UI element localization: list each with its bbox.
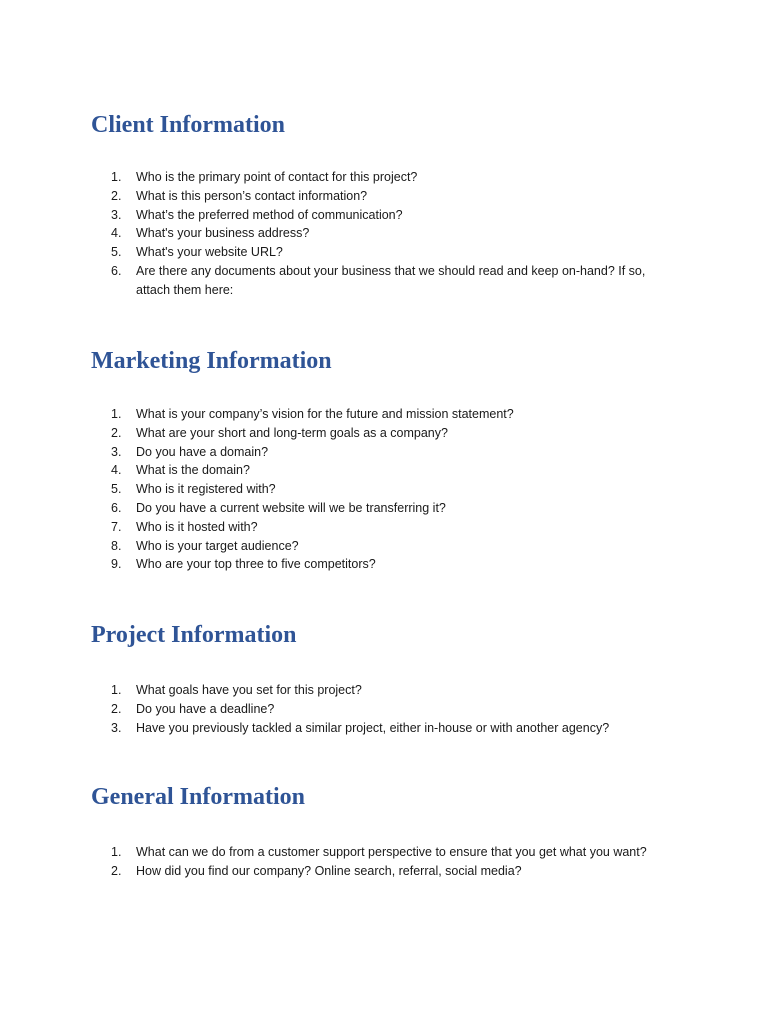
section-marketing-information xyxy=(91,346,711,572)
list-item xyxy=(111,843,671,862)
section-client-information xyxy=(91,110,711,297)
item-number: 4. xyxy=(111,226,122,241)
list-item xyxy=(111,518,671,537)
question-text: What is the domain? xyxy=(136,463,250,478)
question-text: What's your business address? xyxy=(136,226,310,241)
question-text: What's your website URL? xyxy=(136,245,283,260)
item-number: 6. xyxy=(111,263,122,278)
question-text: What is this person’s contact information? xyxy=(136,188,368,203)
list-item xyxy=(111,537,671,556)
question-list xyxy=(111,168,671,300)
question-text: Are there any documents about your business that we should read and keep on-hand? If so, attach them here: xyxy=(136,263,646,297)
question-list xyxy=(111,405,671,574)
list-item xyxy=(111,681,671,700)
question-text: What is your company’s vision for the future and mission statement? xyxy=(136,407,514,421)
item-number: 7. xyxy=(111,519,122,534)
item-number: 4. xyxy=(111,463,122,478)
item-number: 3. xyxy=(111,207,122,222)
list-item xyxy=(111,480,671,499)
list-item xyxy=(111,862,671,881)
question-text: Who is it registered with? xyxy=(136,482,276,497)
item-number: 3. xyxy=(111,720,122,735)
item-number: 1. xyxy=(111,845,122,859)
list-item xyxy=(111,243,671,262)
item-number: 1. xyxy=(111,170,122,184)
question-text: What’s the preferred method of communication? xyxy=(136,207,403,222)
question-text: What are your short and long-term goals as a company? xyxy=(136,425,448,440)
list-item xyxy=(111,224,671,243)
question-text: What can we do from a customer support perspective to ensure that you get what you want? xyxy=(136,845,647,859)
section-project-information xyxy=(91,620,711,735)
list-item xyxy=(111,443,671,462)
list-item xyxy=(111,206,671,225)
question-text: What goals have you set for this project? xyxy=(136,683,362,697)
item-number: 2. xyxy=(111,863,122,878)
list-item xyxy=(111,187,671,206)
question-text: How did you find our company? Online search, referral, social media? xyxy=(136,863,522,878)
item-number: 3. xyxy=(111,444,122,459)
list-item xyxy=(111,499,671,518)
list-item xyxy=(111,555,671,574)
item-number: 2. xyxy=(111,701,122,716)
item-number: 2. xyxy=(111,188,122,203)
item-number: 5. xyxy=(111,245,122,260)
question-list xyxy=(111,681,671,737)
question-text: Who is the primary point of contact for this project? xyxy=(136,170,418,184)
item-number: 6. xyxy=(111,500,122,515)
list-item xyxy=(111,461,671,480)
question-text: Who is your target audience? xyxy=(136,538,299,553)
item-number: 1. xyxy=(111,683,122,697)
list-item xyxy=(111,719,671,738)
item-number: 5. xyxy=(111,482,122,497)
question-text: Do you have a current website will we be transferring it? xyxy=(136,500,446,515)
list-item xyxy=(111,424,671,443)
list-item xyxy=(111,405,671,424)
section-heading: General Information xyxy=(91,784,305,810)
section-heading: Marketing Information xyxy=(91,348,332,374)
item-number: 9. xyxy=(111,557,122,572)
question-text: Who are your top three to five competitors? xyxy=(136,557,376,572)
question-text: Do you have a domain? xyxy=(136,444,269,459)
item-number: 8. xyxy=(111,538,122,553)
section-heading: Project Information xyxy=(91,622,297,648)
section-general-information xyxy=(91,782,711,878)
question-text: Who is it hosted with? xyxy=(136,519,258,534)
question-text: Do you have a deadline? xyxy=(136,701,275,716)
list-item xyxy=(111,700,671,719)
list-item xyxy=(111,168,671,187)
list-item xyxy=(111,262,671,300)
section-heading: Client Information xyxy=(91,112,285,138)
question-text: Have you previously tackled a similar project, either in-house or with another agency? xyxy=(136,720,610,735)
item-number: 1. xyxy=(111,407,122,421)
question-list xyxy=(111,843,671,881)
item-number: 2. xyxy=(111,425,122,440)
